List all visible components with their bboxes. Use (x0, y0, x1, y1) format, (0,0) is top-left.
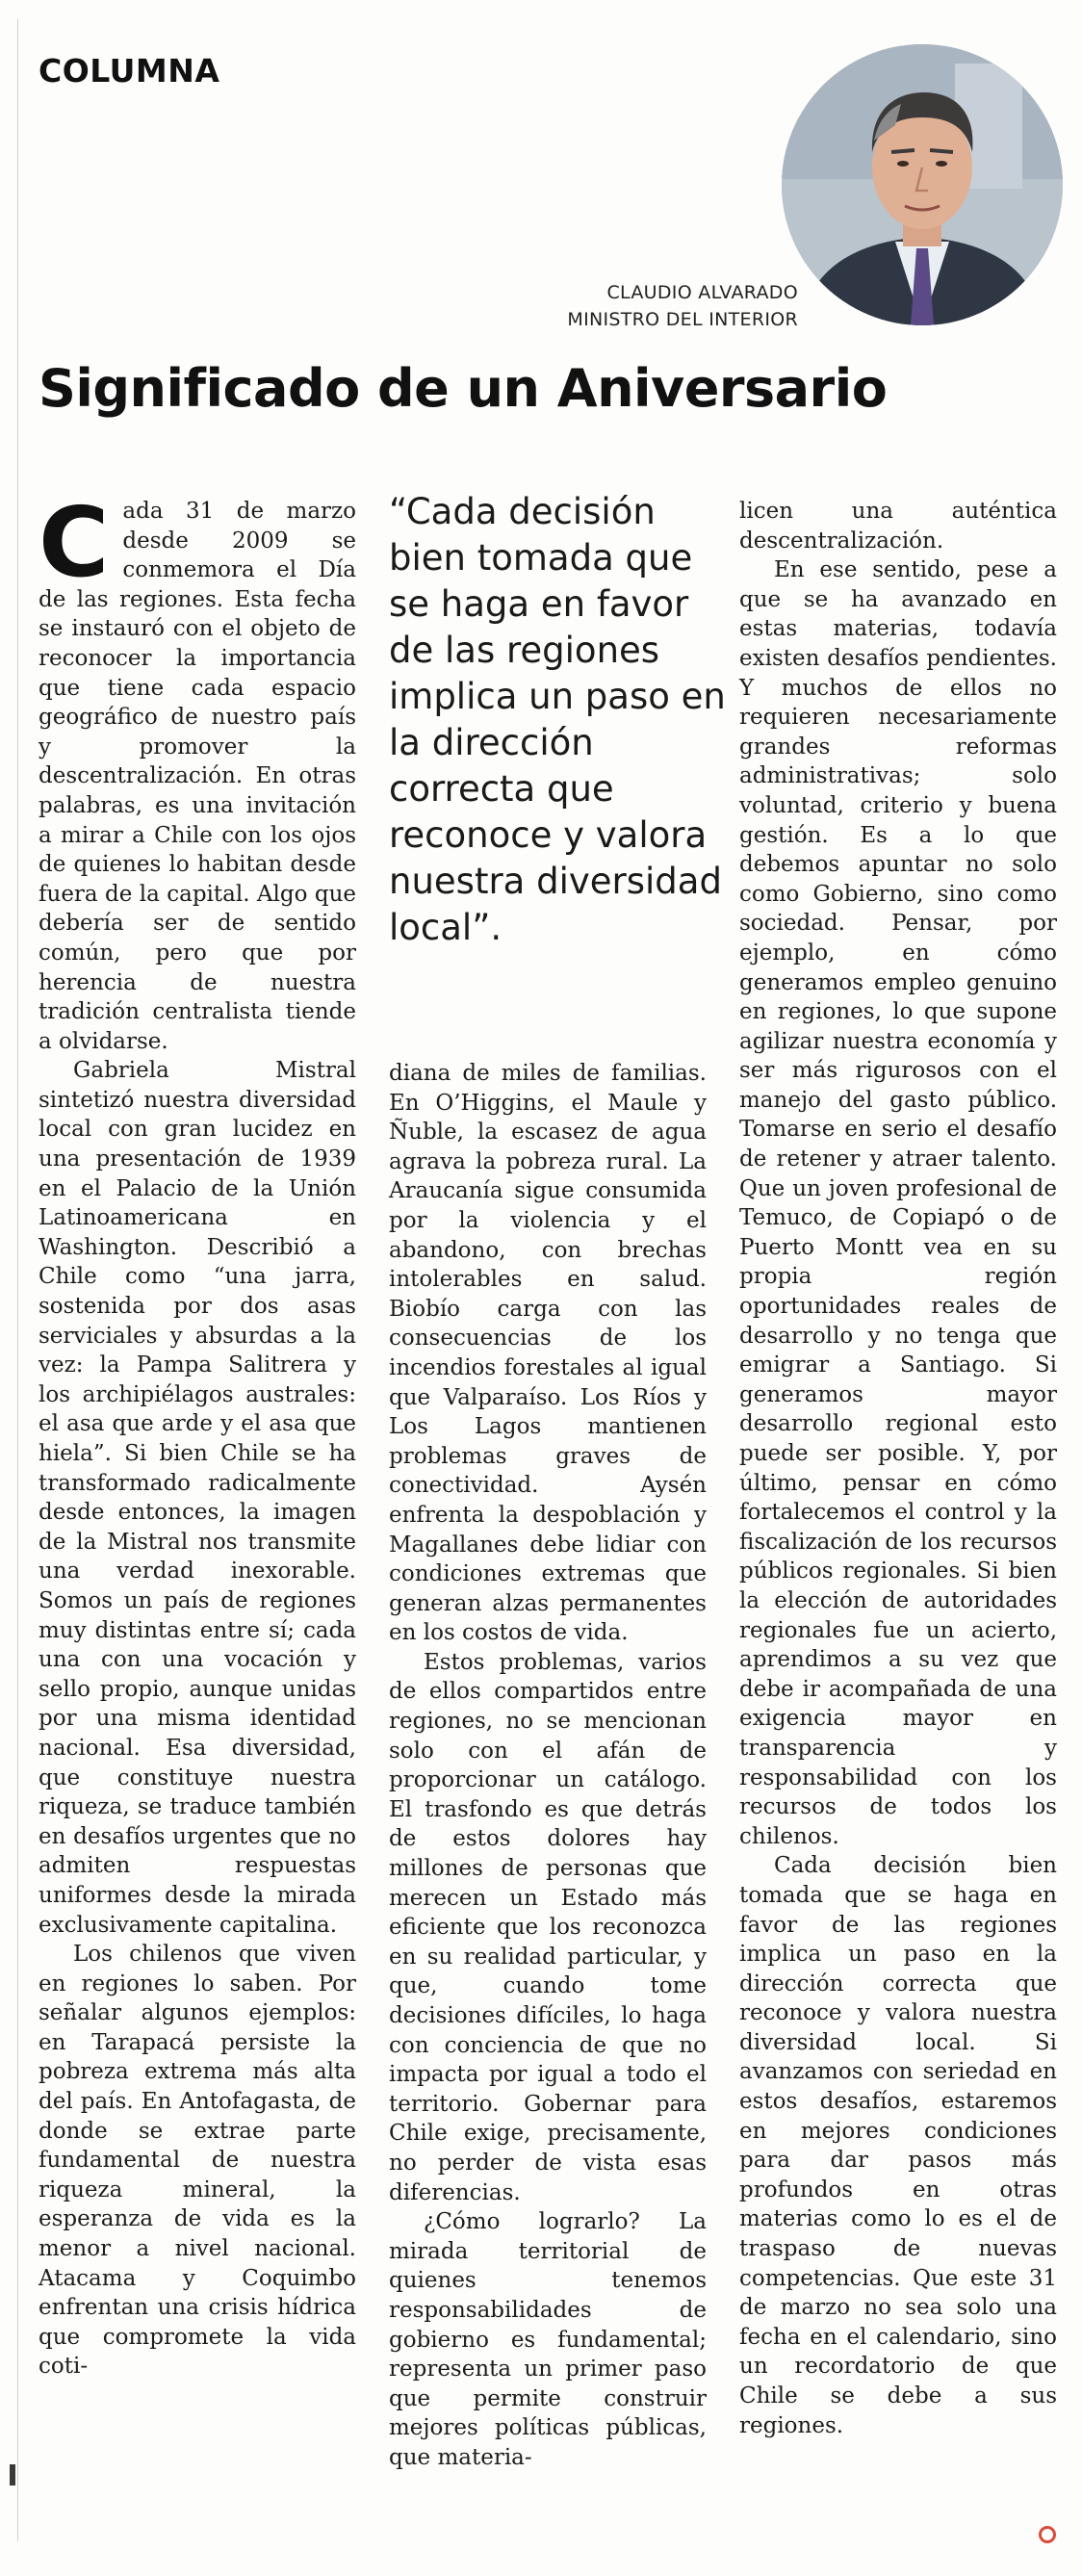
page-edge-mark (10, 2464, 15, 2486)
author-name: CLAUDIO ALVARADO (606, 282, 798, 303)
paragraph-5: ¿Cómo lograrlo? La mirada territorial de quienes tenemos responsabilidades de gobierno es fundamental; representa un primer paso que permite construir mejores políticas públicas, que materia- (389, 2209, 707, 2470)
paragraph-1 (39, 486, 356, 1056)
paragraph-5-continued: licen una auténtica descentralización. (739, 499, 1057, 554)
author-byline (567, 279, 798, 333)
drop-cap: C (39, 486, 110, 599)
article-headline: Significado de un Aniversario (39, 358, 888, 419)
article-column-3 (739, 497, 1057, 2440)
end-of-article-icon (1038, 2525, 1057, 2544)
article-column-2 (389, 1059, 707, 2473)
section-label: COLUMNA (39, 52, 220, 90)
paragraph-7: Cada decisión bien tomada que se haga en favor de las regiones implica un paso en la dirección correcta que reconoce y valora nuestra diversidad local. Si avanzamos con seriedad en estos desafíos, estaremos en mejores condiciones para dar pasos más profundos en otras materias como lo es el de traspaso de nuevas competencias. Que este 31 de marzo no sea solo una fecha en el calendario, sino un recordatorio de que Chile se debe a sus regiones. (739, 1853, 1057, 2438)
paragraph-3: Los chilenos que viven en regiones lo saben. Por señalar algunos ejemplos: en Tarapacá persiste la pobreza extrema más alta del país. En Antofagasta, de donde se extrae parte fundamental de nuestra riqueza mineral, la esperanza de vida es la menor a nivel nacional. Atacama y Coquimbo enfrentan una crisis hídrica que compromete la vida coti- (39, 1942, 356, 2380)
author-role: MINISTRO DEL INTERIOR (567, 309, 798, 330)
paragraph-1-text: ada 31 de marzo desde 2009 se conmemora el Día de las regiones. Esta fecha se instauró con el objeto de reconocer la importancia que tiene cada espacio geográfico de nuestro país y promover la descentralización. En otras palabras, es una invitación a mirar a Chile con los ojos de quienes lo habitan desde fuera de la capital. Algo que debería ser de sentido común, pero que por herencia de nuestra tradición centralista tiende a olvidarse. (39, 499, 356, 1054)
paragraph-2: Gabriela Mistral sintetizó nuestra diversidad local con gran lucidez en una presentación de 1939 en el Palacio de la Unión Latinoamericana en Washington. Describió a Chile como “una jarra, sostenida por dos asas serviciales y absurdas a la vez: la Pampa Salitrera y los archipiélagos australes: el asa que arde y el asa que hiela”. Si bien Chile se ha transformado radicalmente desde entonces, la imagen de la Mistral nos transmite una verdad inexorable. Somos un país de regiones muy distintas entre sí; cada una con una vocación y sello propio, aunque unidas por una misma identidad nacional. Esa diversidad, que constituye nuestra riqueza, se traduce también en desafíos urgentes que no admiten respuestas uniformes desde la mirada exclusivamente capitalina. (39, 1058, 356, 1938)
paragraph-4: Estos problemas, varios de ellos compartidos entre regiones, no se mencionan solo con el afán de proporcionar un catálogo. El trasfondo es que detrás de estos dolores hay millones de personas que merecen un Estado más eficiente que los reconozca en su realidad particular, y que, cuando tome decisiones difíciles, lo haga con conciencia de que no impacta por igual a todo el territorio. Gobernar para Chile exige, precisamente, no perder de vista esas diferencias. (389, 1649, 707, 2205)
paragraph-6: En ese sentido, pese a que se ha avanzado en estas materias, todavía existen desafíos pendientes. Y muchos de ellos no requieren necesariamente grandes reformas administrativas; solo voluntad, criterio y buena gestión. Es a lo que debemos apuntar no solo como Gobierno, sino como sociedad. Pensar, por ejemplo, en cómo generamos empleo genuino en regiones, lo que supone agilizar nuestra economía y ser más rigurosos con el manejo del gasto público. Tomarse en serio el desafío de retener y atraer talento. Que un joven profesional de Temuco, de Copiapó o de Puerto Montt vea en su propia región oportunidades reales de desarrollo y no tenga que emigrar a Santiago. Si generamos mayor desarrollo regional esto puede ser posible. Y, por último, pensar en cómo fortalecemos el control y la fiscalización de los recursos públicos regionales. Si bien la elección de autoridades regionales fue un acierto, aprendimos a su vez que debe ir acompañada de una exigencia mayor en transparencia y responsabilidad con los recursos de todos los chilenos. (739, 557, 1057, 1849)
author-portrait (782, 44, 1063, 325)
pull-quote: “Cada decisión bien tomada que se haga en favor de las regiones implica un paso en la dirección correcta que reconoce y valora nuestra diversidad local”. (389, 491, 726, 948)
page-left-rule (17, 19, 18, 2541)
paragraph-3-continued: diana de miles de familias. En O’Higgins, el Maule y Ñuble, la escasez de agua agrava la pobreza rural. La Araucanía sigue consumida por la violencia y el abandono, con brechas intolerables en salud. Biobío carga con las consecuencias de los incendios forestales al igual que Valparaíso. Los Ríos y Los Lagos mantienen problemas graves de conectividad. Aysén enfrenta la despoblación y Magallanes debe lidiar con condiciones extremas que generan alzas permanentes en los costos de vida. (389, 1061, 707, 1646)
article-column-1 (39, 486, 356, 2382)
author-portrait-illustration (782, 44, 1063, 325)
